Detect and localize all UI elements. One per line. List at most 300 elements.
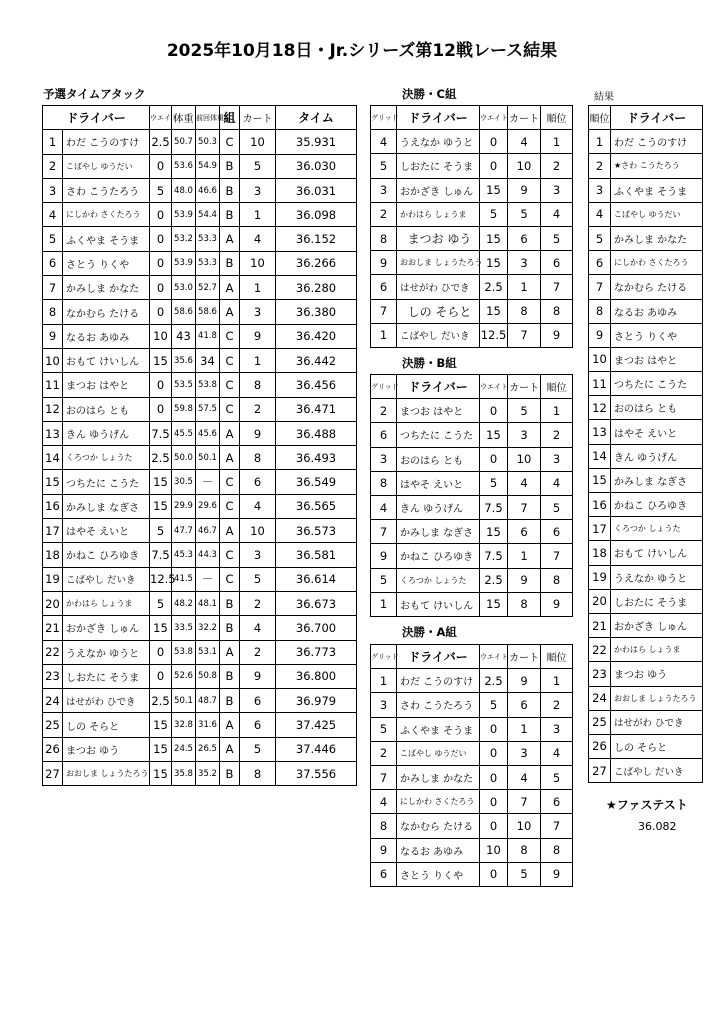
kart-cell: 9 [508, 669, 541, 693]
group-cell: B [220, 689, 240, 713]
header-driver: ドライバー [611, 106, 703, 130]
kart-cell: 7 [508, 323, 541, 347]
table-row [589, 347, 703, 371]
driver-cell: にしかわ さくたろう [63, 203, 150, 227]
table-row [589, 493, 703, 517]
table-row [43, 689, 357, 713]
position-cell: 6 [541, 251, 573, 275]
weight-cell: 0 [150, 203, 172, 227]
final-c-table [370, 105, 573, 348]
weight-cell: 15 [480, 520, 508, 544]
driver-cell: つちたに こうた [63, 470, 150, 494]
body-weight-cell: 47.7 [172, 519, 196, 543]
weight-cell: 12.5 [150, 567, 172, 591]
table-row [43, 203, 357, 227]
rank-cell: 24 [43, 689, 63, 713]
position-cell: 1 [541, 130, 573, 154]
driver-cell: さとう りくや [63, 251, 150, 275]
body-weight-cell: 53.9 [172, 251, 196, 275]
driver-cell: はせがわ ひでき [397, 275, 480, 299]
rank-cell: 13 [43, 421, 63, 445]
table-row [43, 421, 357, 445]
table-row [43, 519, 357, 543]
body-weight-cell: 53.0 [172, 276, 196, 300]
table-row [371, 226, 573, 250]
kart-cell: 5 [508, 862, 541, 886]
position-cell: 1 [541, 669, 573, 693]
driver-cell: なかむら たける [397, 814, 480, 838]
position-cell: 2 [541, 693, 573, 717]
kart-cell: 10 [240, 519, 276, 543]
driver-cell: うえなか ゆうと [611, 565, 703, 589]
grid-cell: 7 [371, 765, 397, 789]
table-row [589, 589, 703, 613]
driver-cell: かわはら しょうま [397, 202, 480, 226]
time-cell: 36.979 [276, 689, 357, 713]
weight-cell: 2.5 [480, 669, 508, 693]
table-row [371, 130, 573, 154]
weight-cell: 0 [480, 399, 508, 423]
group-cell: C [220, 130, 240, 154]
position-cell: 1 [589, 130, 611, 154]
position-cell: 7 [541, 814, 573, 838]
kart-cell: 5 [240, 154, 276, 178]
body-weight-cell: 50.1 [172, 689, 196, 713]
grid-cell: 6 [371, 862, 397, 886]
driver-cell: おのはら とも [611, 396, 703, 420]
position-cell: 5 [589, 226, 611, 250]
position-cell: 15 [589, 468, 611, 492]
weight-cell: 7.5 [150, 421, 172, 445]
position-cell: 7 [589, 275, 611, 299]
driver-cell: わだ こうのすけ [397, 669, 480, 693]
results-table [588, 105, 703, 783]
table-row [371, 717, 573, 741]
table-row [43, 664, 357, 688]
position-cell: 1 [541, 399, 573, 423]
rank-cell: 23 [43, 664, 63, 688]
kart-cell: 6 [240, 689, 276, 713]
weight-cell: 0 [480, 447, 508, 471]
position-cell: 3 [541, 717, 573, 741]
kart-cell: 9 [240, 324, 276, 348]
driver-cell: はせがわ ひでき [611, 710, 703, 734]
position-cell: 5 [541, 765, 573, 789]
body-weight-cell: 35.6 [172, 348, 196, 372]
header-grid: グリッド [371, 645, 397, 669]
driver-cell: まつお ゆう [611, 662, 703, 686]
group-cell: B [220, 203, 240, 227]
body-weight-cell: 43 [172, 324, 196, 348]
rank-cell: 1 [43, 130, 63, 154]
header-grid: グリッド [371, 375, 397, 399]
driver-cell: こばやし ゆうだい [611, 202, 703, 226]
position-cell: 5 [541, 495, 573, 519]
position-cell: 21 [589, 613, 611, 637]
kart-cell: 4 [508, 765, 541, 789]
position-cell: 24 [589, 686, 611, 710]
body-weight-cell: 53.5 [172, 373, 196, 397]
weight-cell: 2.5 [150, 130, 172, 154]
table-row [43, 251, 357, 275]
position-cell: 26 [589, 734, 611, 758]
weight-cell: 12.5 [480, 323, 508, 347]
time-cell: 36.573 [276, 519, 357, 543]
weight-cell: 2.5 [150, 446, 172, 470]
group-cell: C [220, 543, 240, 567]
grid-cell: 5 [371, 568, 397, 592]
header-position: 順位 [541, 106, 573, 130]
table-row [371, 251, 573, 275]
group-cell: C [220, 348, 240, 372]
driver-cell: わだ こうのすけ [611, 130, 703, 154]
table-row [43, 762, 357, 786]
body-weight-cell: 30.5 [172, 470, 196, 494]
header-kart: カート [240, 106, 276, 130]
driver-cell: ふくやま そうま [611, 178, 703, 202]
weight-cell: 2.5 [480, 275, 508, 299]
header-body-weight: 体重 [172, 106, 196, 130]
table-row [43, 616, 357, 640]
group-cell: A [220, 519, 240, 543]
fastest-lap-time: 36.082 [638, 820, 677, 833]
weight-cell: 15 [150, 737, 172, 761]
time-cell: 36.800 [276, 664, 357, 688]
weight-cell: 15 [480, 423, 508, 447]
prev-weight-cell: 46.6 [196, 178, 220, 202]
driver-cell: きん ゆうげん [63, 421, 150, 445]
weight-cell: 15 [480, 251, 508, 275]
rank-cell: 19 [43, 567, 63, 591]
group-cell: B [220, 664, 240, 688]
body-weight-cell: 53.9 [172, 203, 196, 227]
prev-weight-cell: 44.3 [196, 543, 220, 567]
weight-cell: 5 [150, 591, 172, 615]
rank-cell: 22 [43, 640, 63, 664]
group-cell: C [220, 373, 240, 397]
table-row [43, 713, 357, 737]
prev-weight-cell: 32.2 [196, 616, 220, 640]
time-cell: 36.442 [276, 348, 357, 372]
driver-cell: かみしま なぎさ [63, 494, 150, 518]
kart-cell: 6 [508, 226, 541, 250]
kart-cell: 2 [240, 591, 276, 615]
position-cell: 3 [589, 178, 611, 202]
time-cell: 37.425 [276, 713, 357, 737]
rank-cell: 15 [43, 470, 63, 494]
header-weight: ウエイト [480, 106, 508, 130]
time-cell: 36.565 [276, 494, 357, 518]
table-row [589, 468, 703, 492]
grid-cell: 7 [371, 520, 397, 544]
body-weight-cell: 33.5 [172, 616, 196, 640]
rank-cell: 12 [43, 397, 63, 421]
weight-cell: 0 [150, 397, 172, 421]
weight-cell: 0 [150, 276, 172, 300]
weight-cell: 7.5 [150, 543, 172, 567]
group-cell: B [220, 762, 240, 786]
weight-cell: 15 [150, 470, 172, 494]
qualifying-table [42, 105, 357, 786]
position-cell: 2 [541, 423, 573, 447]
driver-cell: くろつか しょうた [63, 446, 150, 470]
driver-cell: さとう りくや [611, 323, 703, 347]
kart-cell: 7 [508, 495, 541, 519]
rank-cell: 16 [43, 494, 63, 518]
driver-cell: しの そらと [397, 299, 480, 323]
driver-cell: しの そらと [63, 713, 150, 737]
kart-cell: 8 [508, 838, 541, 862]
position-cell: 5 [541, 226, 573, 250]
position-cell: 3 [541, 178, 573, 202]
driver-cell: おおしま しょうたろう [63, 762, 150, 786]
driver-cell: しおたに そうま [63, 664, 150, 688]
header-group: 組 [220, 106, 240, 130]
driver-cell: なかむら たける [611, 275, 703, 299]
table-row [371, 471, 573, 495]
driver-cell: おおしま しょうたろう [611, 686, 703, 710]
results-label: 結果 [594, 92, 614, 103]
grid-cell: 8 [371, 814, 397, 838]
header-driver: ドライバー [397, 375, 480, 399]
kart-cell: 6 [240, 713, 276, 737]
group-cell: B [220, 616, 240, 640]
table-row [589, 299, 703, 323]
table-row [589, 130, 703, 154]
header-kart: カート [508, 106, 541, 130]
table-row [589, 372, 703, 396]
kart-cell: 1 [240, 348, 276, 372]
table-row [371, 178, 573, 202]
table-row [371, 790, 573, 814]
grid-cell: 9 [371, 251, 397, 275]
position-cell: 4 [541, 202, 573, 226]
table-row [589, 734, 703, 758]
weight-cell: 5 [150, 519, 172, 543]
table-row [43, 470, 357, 494]
kart-cell: 9 [240, 421, 276, 445]
table-row [589, 178, 703, 202]
header-weight: ウエイト [480, 375, 508, 399]
rank-cell: 8 [43, 300, 63, 324]
position-cell: 2 [589, 154, 611, 178]
kart-cell: 3 [240, 178, 276, 202]
kart-cell: 9 [508, 568, 541, 592]
group-cell: B [220, 251, 240, 275]
grid-cell: 5 [371, 717, 397, 741]
group-cell: C [220, 324, 240, 348]
prev-weight-cell: 50.1 [196, 446, 220, 470]
driver-cell: おもて けいしん [63, 348, 150, 372]
grid-cell: 9 [371, 838, 397, 862]
grid-cell: 5 [371, 154, 397, 178]
table-row [43, 640, 357, 664]
table-row [371, 495, 573, 519]
grid-cell: 6 [371, 423, 397, 447]
prev-weight-cell: 34 [196, 348, 220, 372]
header-position: 順位 [589, 106, 611, 130]
kart-cell: 6 [240, 470, 276, 494]
weight-cell: 0 [150, 251, 172, 275]
kart-cell: 6 [508, 693, 541, 717]
driver-cell: なるお あゆみ [611, 299, 703, 323]
kart-cell: 9 [508, 178, 541, 202]
time-cell: 36.673 [276, 591, 357, 615]
rank-cell: 11 [43, 373, 63, 397]
body-weight-cell: 50.7 [172, 130, 196, 154]
driver-cell: おもて けいしん [611, 541, 703, 565]
header-time: タイム [276, 106, 357, 130]
prev-weight-cell: 53.1 [196, 640, 220, 664]
group-cell: A [220, 713, 240, 737]
header-weight: ウエイト [150, 106, 172, 130]
table-row [43, 130, 357, 154]
rank-cell: 14 [43, 446, 63, 470]
driver-cell: かねこ ひろゆき [397, 544, 480, 568]
grid-cell: 2 [371, 741, 397, 765]
prev-weight-cell: 31.6 [196, 713, 220, 737]
weight-cell: 15 [150, 762, 172, 786]
position-cell: 10 [589, 347, 611, 371]
time-cell: 36.549 [276, 470, 357, 494]
weight-cell: 10 [150, 324, 172, 348]
prev-weight-cell: 54.9 [196, 154, 220, 178]
position-cell: 16 [589, 493, 611, 517]
driver-cell: まつお はやと [397, 399, 480, 423]
kart-cell: 10 [240, 130, 276, 154]
group-cell: A [220, 640, 240, 664]
table-row [589, 686, 703, 710]
table-row [589, 638, 703, 662]
grid-cell: 4 [371, 495, 397, 519]
table-row [589, 759, 703, 783]
table-row [371, 154, 573, 178]
driver-cell: こばやし ゆうだい [397, 741, 480, 765]
kart-cell: 3 [508, 251, 541, 275]
position-cell: 9 [541, 862, 573, 886]
driver-cell: にしかわ さくたろう [397, 790, 480, 814]
final-c-label: 決勝・C組 [402, 87, 457, 101]
table-row [43, 446, 357, 470]
prev-weight-cell: 41.8 [196, 324, 220, 348]
time-cell: 36.471 [276, 397, 357, 421]
kart-cell: 4 [240, 494, 276, 518]
body-weight-cell: 48.2 [172, 591, 196, 615]
table-row [371, 399, 573, 423]
driver-cell: ふくやま そうま [397, 717, 480, 741]
position-cell: 8 [589, 299, 611, 323]
kart-cell: 3 [508, 741, 541, 765]
header-position: 順位 [541, 375, 573, 399]
position-cell: 6 [541, 790, 573, 814]
weight-cell: 0 [150, 154, 172, 178]
kart-cell: 1 [508, 717, 541, 741]
body-weight-cell: 35.8 [172, 762, 196, 786]
weight-cell: 0 [480, 130, 508, 154]
table-row [589, 444, 703, 468]
driver-cell: かみしま なぎさ [611, 468, 703, 492]
grid-cell: 7 [371, 299, 397, 323]
prev-weight-cell: 53.3 [196, 251, 220, 275]
kart-cell: 10 [508, 154, 541, 178]
group-cell: B [220, 154, 240, 178]
table-row [371, 544, 573, 568]
driver-cell: まつお はやと [611, 347, 703, 371]
grid-cell: 8 [371, 471, 397, 495]
kart-cell: 4 [508, 130, 541, 154]
driver-cell: しおたに そうま [611, 589, 703, 613]
driver-cell: ★さわ こうたろう [611, 154, 703, 178]
kart-cell: 5 [240, 567, 276, 591]
table-row [43, 543, 357, 567]
position-cell: 6 [589, 251, 611, 275]
kart-cell: 8 [240, 446, 276, 470]
position-cell: 12 [589, 396, 611, 420]
header-driver: ドライバー [397, 645, 480, 669]
table-row [589, 323, 703, 347]
time-cell: 36.031 [276, 178, 357, 202]
driver-cell: かねこ ひろゆき [611, 493, 703, 517]
prev-weight-cell: 26.5 [196, 737, 220, 761]
weight-cell: 2.5 [480, 568, 508, 592]
prev-weight-cell: 35.2 [196, 762, 220, 786]
time-cell: 36.493 [276, 446, 357, 470]
driver-cell: おおしま しょうたろう [397, 251, 480, 275]
time-cell: 36.456 [276, 373, 357, 397]
position-cell: 7 [541, 544, 573, 568]
position-cell: 20 [589, 589, 611, 613]
rank-cell: 7 [43, 276, 63, 300]
table-row [589, 541, 703, 565]
table-row [371, 693, 573, 717]
weight-cell: 5 [480, 471, 508, 495]
position-cell: 9 [589, 323, 611, 347]
position-cell: 4 [589, 202, 611, 226]
driver-cell: おのはら とも [63, 397, 150, 421]
driver-cell: きん ゆうげん [611, 444, 703, 468]
table-row [43, 567, 357, 591]
time-cell: 36.420 [276, 324, 357, 348]
table-row [371, 202, 573, 226]
table-row [371, 669, 573, 693]
time-cell: 37.446 [276, 737, 357, 761]
weight-cell: 0 [150, 640, 172, 664]
position-cell: 3 [541, 447, 573, 471]
header-weight: ウエイト [480, 645, 508, 669]
table-row [371, 423, 573, 447]
final-b-label: 決勝・B組 [402, 356, 457, 370]
table-row [589, 251, 703, 275]
rank-cell: 21 [43, 616, 63, 640]
position-cell: 22 [589, 638, 611, 662]
kart-cell: 5 [508, 202, 541, 226]
driver-cell: うえなか ゆうと [63, 640, 150, 664]
position-cell: 11 [589, 372, 611, 396]
grid-cell: 4 [371, 130, 397, 154]
position-cell: 4 [541, 741, 573, 765]
driver-cell: おかざき しゅん [397, 178, 480, 202]
qualifying-label: 予選タイムアタック [43, 87, 146, 101]
kart-cell: 2 [240, 640, 276, 664]
driver-cell: まつお ゆう [397, 226, 480, 250]
driver-cell: さわ こうたろう [397, 693, 480, 717]
kart-cell: 4 [240, 616, 276, 640]
weight-cell: 0 [150, 373, 172, 397]
weight-cell: 7.5 [480, 544, 508, 568]
kart-cell: 9 [240, 664, 276, 688]
table-row [43, 300, 357, 324]
rank-cell: 2 [43, 154, 63, 178]
